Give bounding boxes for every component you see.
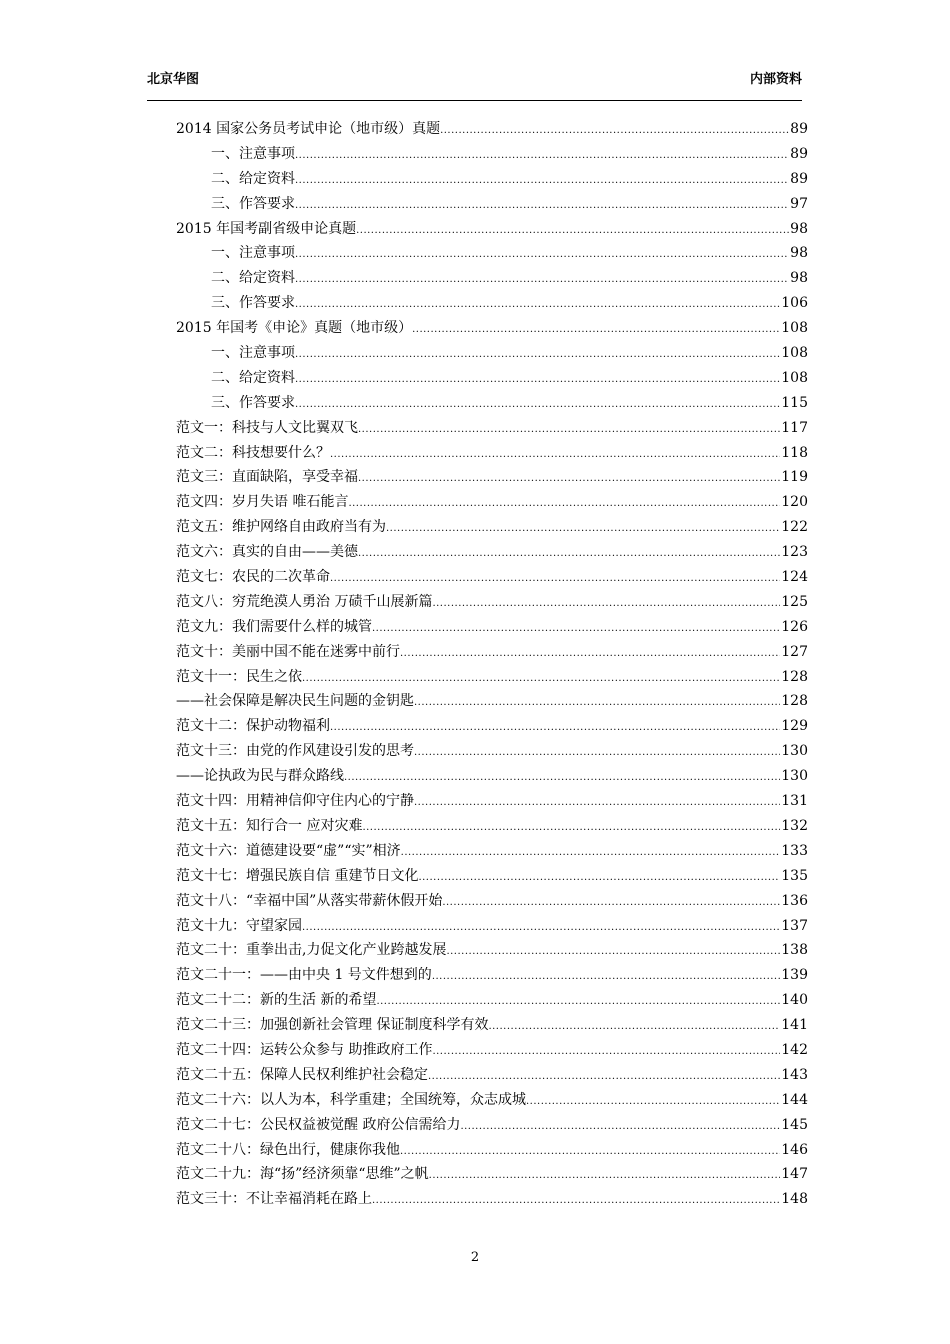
toc-dot-leader bbox=[348, 492, 780, 515]
toc-entry[interactable] bbox=[176, 615, 808, 640]
toc-entry-title: 范文二十六：以人为本，科学重建；全国统筹，众志成城 bbox=[176, 1091, 526, 1108]
toc-entry[interactable] bbox=[176, 441, 808, 466]
toc-entry[interactable] bbox=[176, 814, 808, 839]
toc-entry-page: 142 bbox=[781, 1041, 808, 1058]
toc-entry[interactable] bbox=[176, 465, 808, 490]
toc-entry-page: 89 bbox=[790, 170, 808, 187]
toc-entry[interactable] bbox=[176, 938, 808, 963]
toc-entry-title: 范文五：维护网络自由政府当有为 bbox=[176, 519, 386, 536]
toc-entry-title: 二、给定资料 bbox=[211, 369, 295, 386]
toc-dot-leader bbox=[414, 791, 780, 814]
toc-entry[interactable] bbox=[176, 291, 808, 316]
toc-entry-page: 146 bbox=[781, 1141, 808, 1158]
toc-dot-leader bbox=[295, 243, 789, 266]
toc-entry-page: 138 bbox=[781, 942, 808, 959]
toc-dot-leader bbox=[442, 891, 780, 914]
toc-entry-page: 143 bbox=[781, 1066, 808, 1083]
toc-dot-leader bbox=[412, 318, 780, 341]
toc-entry-page: 108 bbox=[781, 369, 808, 386]
toc-entry-title: 范文八：穷荒绝漠人勇治 万碛千山展新篇 bbox=[176, 593, 433, 610]
toc-entry-title: 二、给定资料 bbox=[211, 170, 295, 187]
toc-entry-page: 126 bbox=[781, 618, 808, 635]
toc-dot-leader bbox=[330, 567, 780, 590]
toc-entry-page: 147 bbox=[781, 1166, 808, 1183]
toc-entry-title: 范文二十二：新的生活 新的希望 bbox=[176, 992, 377, 1009]
toc-entry-title: 一、注意事项 bbox=[211, 145, 295, 162]
toc-entry-title: 范文三十：不让幸福消耗在路上 bbox=[176, 1191, 372, 1208]
toc-entry-title: 范文十三：由党的作风建设引发的思考 bbox=[176, 743, 414, 760]
toc-dot-leader bbox=[386, 517, 780, 540]
toc-entry[interactable] bbox=[176, 416, 808, 441]
toc-entry-page: 98 bbox=[790, 270, 808, 287]
toc-entry[interactable] bbox=[176, 1187, 808, 1212]
toc-entry-title: 范文十八：“幸福中国”从落实带薪休假开始 bbox=[176, 892, 443, 909]
toc-entry-title: 范文四：岁月失语 唯石能言 bbox=[176, 494, 349, 511]
toc-entry[interactable] bbox=[176, 889, 808, 914]
table-of-contents bbox=[176, 117, 808, 1212]
toc-dot-leader bbox=[414, 741, 780, 764]
toc-dot-leader bbox=[362, 816, 780, 839]
toc-entry[interactable] bbox=[176, 515, 808, 540]
toc-entry-title: 范文二：科技想要什么？ bbox=[176, 444, 330, 461]
toc-entry-title: 范文二十九：海“扬”经济须靠“思维”之帆 bbox=[176, 1166, 429, 1183]
toc-entry-title: 范文二十：重拳出击,力促文化产业跨越发展 bbox=[176, 942, 447, 959]
toc-dot-leader bbox=[295, 194, 789, 217]
toc-entry-page: 108 bbox=[781, 345, 808, 362]
toc-entry-page: 89 bbox=[790, 121, 808, 137]
toc-dot-leader bbox=[295, 393, 780, 416]
toc-entry[interactable] bbox=[176, 764, 808, 789]
toc-entry[interactable] bbox=[176, 1088, 808, 1113]
toc-entry[interactable] bbox=[176, 490, 808, 515]
toc-dot-leader bbox=[376, 990, 780, 1013]
toc-entry-title: ——社会保障是解决民生问题的金钥匙 bbox=[176, 693, 414, 710]
toc-entry[interactable] bbox=[176, 1113, 808, 1138]
toc-dot-leader bbox=[428, 1065, 780, 1088]
toc-entry[interactable] bbox=[176, 1162, 808, 1187]
toc-dot-leader bbox=[432, 1040, 780, 1063]
toc-dot-leader bbox=[488, 1015, 780, 1038]
toc-entry[interactable] bbox=[176, 266, 808, 291]
toc-entry-page: 106 bbox=[781, 295, 808, 312]
toc-entry[interactable] bbox=[176, 217, 808, 242]
toc-entry[interactable] bbox=[176, 963, 808, 988]
toc-entry-page: 89 bbox=[790, 145, 808, 162]
toc-entry[interactable] bbox=[176, 167, 808, 192]
toc-entry-title: 范文二十七：公民权益被觉醒 政府公信需给力 bbox=[176, 1116, 461, 1133]
toc-dot-leader bbox=[356, 219, 789, 242]
toc-entry[interactable] bbox=[176, 241, 808, 266]
toc-entry-page: 120 bbox=[781, 494, 808, 511]
toc-entry[interactable] bbox=[176, 142, 808, 167]
toc-entry-title: 范文二十三：加强创新社会管理 保证制度科学有效 bbox=[176, 1017, 489, 1034]
toc-entry-page: 136 bbox=[781, 892, 808, 909]
toc-entry-title: 范文三：直面缺陷，享受幸福 bbox=[176, 469, 358, 486]
toc-entry-page: 139 bbox=[781, 967, 808, 984]
toc-entry[interactable] bbox=[176, 192, 808, 217]
toc-entry[interactable] bbox=[176, 117, 808, 142]
header-publisher: 北京华图 bbox=[147, 72, 200, 87]
toc-entry[interactable] bbox=[176, 1013, 808, 1038]
toc-entry-title: 一、注意事项 bbox=[211, 245, 295, 262]
toc-dot-leader bbox=[295, 293, 780, 316]
toc-entry-page: 130 bbox=[781, 743, 808, 760]
toc-entry[interactable] bbox=[176, 1138, 808, 1163]
toc-entry-page: 128 bbox=[781, 668, 808, 685]
toc-entry-title: 范文二十八：绿色出行，健康你我他 bbox=[176, 1141, 400, 1158]
toc-entry-page: 129 bbox=[781, 718, 808, 735]
toc-entry[interactable] bbox=[176, 789, 808, 814]
toc-entry[interactable] bbox=[176, 665, 808, 690]
toc-dot-leader bbox=[358, 467, 780, 490]
toc-dot-leader bbox=[344, 766, 780, 789]
toc-entry-title: 范文十：美丽中国不能在迷雾中前行 bbox=[176, 643, 400, 660]
toc-entry-page: 128 bbox=[781, 693, 808, 710]
toc-dot-leader bbox=[440, 119, 789, 142]
toc-entry[interactable] bbox=[176, 540, 808, 565]
toc-entry-page: 97 bbox=[790, 195, 808, 212]
toc-entry[interactable] bbox=[176, 739, 808, 764]
toc-entry[interactable] bbox=[176, 341, 808, 366]
toc-entry[interactable] bbox=[176, 316, 808, 341]
toc-entry-title: 范文九：我们需要什么样的城管 bbox=[176, 618, 372, 635]
toc-entry-title: 三、作答要求 bbox=[211, 394, 295, 411]
toc-dot-leader bbox=[418, 866, 780, 889]
toc-entry[interactable] bbox=[176, 689, 808, 714]
toc-entry-page: 140 bbox=[781, 992, 808, 1009]
toc-entry[interactable] bbox=[176, 714, 808, 739]
toc-entry-page: 115 bbox=[781, 394, 808, 411]
toc-dot-leader bbox=[295, 268, 789, 291]
toc-entry-page: 130 bbox=[781, 768, 808, 785]
toc-entry-title: 范文十一：民生之依 bbox=[176, 668, 302, 685]
toc-entry-page: 98 bbox=[790, 245, 808, 262]
toc-entry-title: 三、作答要求 bbox=[211, 295, 295, 312]
toc-entry-page: 137 bbox=[781, 917, 808, 934]
toc-entry[interactable] bbox=[176, 914, 808, 939]
toc-entry-title: ——论执政为民与群众路线 bbox=[176, 768, 344, 785]
header-classification: 内部资料 bbox=[749, 72, 802, 87]
toc-dot-leader bbox=[401, 841, 781, 864]
toc-entry-title: 2015 年国考《申论》真题（地市级） bbox=[176, 320, 413, 337]
toc-entry-page: 135 bbox=[781, 867, 808, 884]
toc-dot-leader bbox=[446, 940, 780, 963]
toc-dot-leader bbox=[400, 1140, 780, 1163]
toc-entry[interactable] bbox=[176, 590, 808, 615]
toc-entry-page: 117 bbox=[781, 419, 808, 436]
toc-dot-leader bbox=[429, 1164, 781, 1187]
toc-entry-page: 131 bbox=[781, 793, 808, 810]
toc-entry[interactable] bbox=[176, 640, 808, 665]
toc-entry[interactable] bbox=[176, 988, 808, 1013]
toc-entry[interactable] bbox=[176, 391, 808, 416]
toc-dot-leader bbox=[295, 169, 789, 192]
toc-entry-title: 范文十二：保护动物福利 bbox=[176, 718, 330, 735]
toc-entry-title: 范文一：科技与人文比翼双飞 bbox=[176, 419, 358, 436]
toc-entry-page: 133 bbox=[781, 842, 808, 859]
toc-entry-title: 范文二十四：运转公众参与 助推政府工作 bbox=[176, 1041, 433, 1058]
toc-entry-title: 二、给定资料 bbox=[211, 270, 295, 287]
toc-dot-leader bbox=[295, 144, 789, 167]
toc-dot-leader bbox=[432, 592, 780, 615]
toc-entry-title: 范文六：真实的自由——美德 bbox=[176, 544, 358, 561]
toc-entry-page: 144 bbox=[781, 1091, 808, 1108]
toc-dot-leader bbox=[302, 916, 780, 939]
toc-entry-title: 范文十七：增强民族自信 重建节日文化 bbox=[176, 867, 419, 884]
toc-entry-title: 三、作答要求 bbox=[211, 195, 295, 212]
toc-entry[interactable] bbox=[176, 1063, 808, 1088]
toc-entry-title: 2015 年国考副省级申论真题 bbox=[176, 220, 357, 237]
toc-dot-leader bbox=[372, 1189, 780, 1212]
toc-entry-title: 范文二十五：保障人民权利维护社会稳定 bbox=[176, 1066, 428, 1083]
toc-entry-title: 2014 国家公务员考试申论（地市级）真题 bbox=[176, 121, 441, 137]
toc-entry-page: 118 bbox=[781, 444, 808, 461]
toc-entry[interactable] bbox=[176, 839, 808, 864]
toc-entry-page: 141 bbox=[781, 1017, 808, 1034]
toc-entry-page: 124 bbox=[781, 569, 808, 586]
page-number: 2 bbox=[470, 1250, 480, 1265]
toc-entry-title: 范文十九：守望家园 bbox=[176, 917, 302, 934]
toc-dot-leader bbox=[295, 368, 780, 391]
toc-entry[interactable] bbox=[176, 366, 808, 391]
toc-entry-page: 122 bbox=[781, 519, 808, 536]
toc-entry-title: 范文二十一：——由中央 1 号文件想到的 bbox=[176, 967, 432, 984]
toc-dot-leader bbox=[432, 965, 780, 988]
toc-dot-leader bbox=[414, 691, 780, 714]
toc-dot-leader bbox=[372, 617, 780, 640]
toc-entry-title: 范文十四：用精神信仰守住内心的宁静 bbox=[176, 793, 414, 810]
page-header bbox=[147, 68, 802, 87]
toc-entry[interactable] bbox=[176, 565, 808, 590]
toc-entry-page: 127 bbox=[781, 643, 808, 660]
header-divider bbox=[147, 100, 802, 101]
toc-entry-title: 一、注意事项 bbox=[211, 345, 295, 362]
toc-entry-page: 119 bbox=[781, 469, 808, 486]
toc-entry-page: 125 bbox=[781, 593, 808, 610]
toc-dot-leader bbox=[358, 418, 780, 441]
toc-dot-leader bbox=[358, 542, 780, 565]
toc-entry-page: 132 bbox=[781, 817, 808, 834]
toc-entry-page: 108 bbox=[781, 320, 808, 337]
toc-entry[interactable] bbox=[176, 864, 808, 889]
toc-dot-leader bbox=[295, 343, 780, 366]
toc-entry-page: 98 bbox=[790, 220, 808, 237]
toc-entry-title: 范文十六：道德建设要“虚”“实”相济 bbox=[176, 842, 401, 859]
toc-entry-title: 范文七：农民的二次革命 bbox=[176, 569, 330, 586]
toc-dot-leader bbox=[330, 443, 780, 466]
toc-dot-leader bbox=[400, 642, 780, 665]
toc-dot-leader bbox=[302, 667, 780, 690]
toc-entry-page: 145 bbox=[781, 1116, 808, 1133]
toc-dot-leader bbox=[526, 1090, 780, 1113]
toc-entry[interactable] bbox=[176, 1038, 808, 1063]
toc-entry-page: 148 bbox=[781, 1191, 808, 1208]
toc-dot-leader bbox=[460, 1115, 780, 1138]
toc-entry-title: 范文十五：知行合一 应对灾难 bbox=[176, 817, 363, 834]
toc-dot-leader bbox=[330, 716, 780, 739]
toc-entry-page: 123 bbox=[781, 544, 808, 561]
